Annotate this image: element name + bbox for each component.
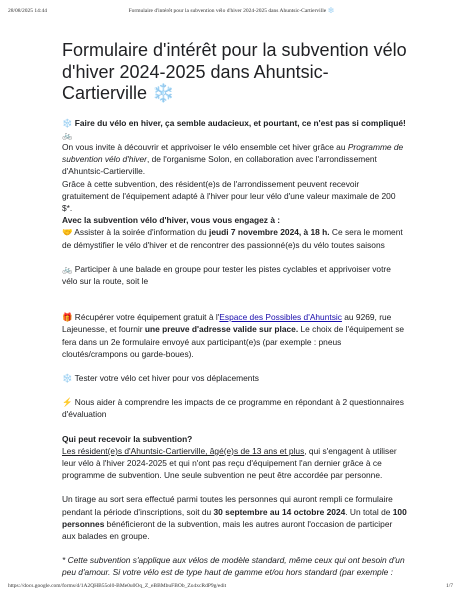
spacer	[62, 542, 407, 554]
list-item-info-session	[62, 226, 407, 250]
footnote	[62, 554, 407, 578]
lightning-icon: ⚡	[62, 397, 73, 408]
text: Tester votre vélo cet hiver pour vos déplacements	[72, 372, 259, 383]
intro-bold: Faire du vélo en hiver, ça semble audacieux, et pourtant, ce n'est pas si compliqué!	[74, 117, 406, 128]
intro-line	[62, 117, 407, 141]
spacer	[62, 421, 407, 433]
text: Récupérer votre équipement gratuit à l'	[72, 312, 220, 323]
list-item-group-ride	[62, 263, 407, 287]
print-url: https://docs.google.com/forms/d/1A2QHB55ol0-BMe0u0Oq_Z_eBBMbuFBOb_Zo4xcRdP9g/edit	[8, 583, 227, 589]
eligibility-heading	[62, 433, 407, 445]
spacer	[62, 360, 407, 372]
eligibility-paragraph	[62, 445, 407, 482]
form-title-text: Formulaire d'intérêt pour la subvention vélo d'hiver 2024-2025 dans Ahuntsic-Cartierville	[62, 40, 407, 103]
paragraph-subsidy: Grâce à cette subvention, des résident(e)s de l'arrondissement peuvent recevoir gratuitement de l'équipement adapté à l'hiver pour leur vélo d'une valeur maximale de 200 $*.	[62, 178, 396, 213]
gift-icon: 🎁	[62, 312, 73, 323]
engage-heading-text: Avec la subvention vélo d'hiver, vous vous engagez à :	[62, 215, 281, 226]
page-number: 1/7	[445, 583, 453, 589]
spacer	[62, 481, 407, 493]
list-item-equipment	[62, 311, 407, 360]
text: Ce sera le moment de démystifier le vélo d'hiver et de rencontrer des passionné(e)s du vélo toutes saisons	[62, 227, 403, 250]
print-footer	[0, 583, 463, 593]
date-bold: jeudi 7 novembre 2024, à 18 h.	[209, 227, 330, 238]
text: On vous invite à découvrir et apprivoiser le vélo ensemble cet hiver grâce au	[62, 141, 348, 152]
form-description	[62, 40, 407, 579]
text: . Un total de	[345, 506, 393, 517]
snowflake-icon: ❄️	[62, 372, 73, 383]
program-name: Programme de subvention vélo d'hiver	[62, 141, 404, 165]
handshake-icon: 🤝	[62, 227, 73, 238]
draw-paragraph	[62, 493, 407, 542]
spacer	[62, 287, 407, 299]
text: Un tirage au sort sera effectué parmi toutes les personnes qui auront rempli ce formulaire pendant la période d'inscriptions, soit du	[62, 494, 393, 517]
footnote-text: * Cette subvention s'applique aux vélos de modèle standard, même ceux qui ont besoin d'un peu d'amour. Si votre vélo est de type haut de gamme et/ou hors standard (par exemple :	[62, 555, 405, 578]
spacer	[62, 299, 407, 311]
espace-possibles-link[interactable]: Espace des Possibles d'Ahuntsic	[219, 312, 342, 323]
list-item-test-bike	[62, 372, 407, 384]
text: Nous aider à comprendre les impacts de ce programme en répondant à 2 questionnaires d'évaluation	[62, 397, 404, 420]
bicycle-icon: 🚲	[62, 129, 73, 140]
text: Le choix de l'équipement se fera dans un 2e formulaire envoyé aux participant(e)s (par exemple : pneus cloutés/crampons ou garde-boues).	[62, 324, 405, 359]
bicycle-icon: 🚲	[62, 263, 73, 274]
list-item-evaluation	[62, 396, 407, 420]
print-datetime: 28/08/2025 14:44	[8, 8, 47, 14]
text: Participer à une balade en groupe pour tester les pistes cyclables et apprivoiser votre vélo sur la route, soit le	[62, 263, 391, 286]
eligibility-underlined: Les résident(e)s d'Ahuntsic-Cartierville, âgé(e)s de 13 ans et plus	[62, 445, 305, 456]
eligibility-heading-text: Qui peut recevoir la subvention?	[62, 433, 193, 444]
paragraph-invite	[62, 141, 407, 178]
text: , de l'organisme Solon, en collaboration avec l'arrondissement d'Ahuntsic-Cartierville.	[62, 154, 377, 177]
snowflake-icon: ❄️	[152, 83, 175, 103]
spacer	[62, 384, 407, 396]
engage-heading	[62, 214, 407, 226]
form-title	[62, 40, 407, 105]
dates-bold: 30 septembre au 14 octobre 2024	[213, 506, 346, 517]
count-bold: 100 personnes	[62, 506, 407, 529]
proof-bold: une preuve d'adresse valide sur place.	[144, 324, 299, 335]
snowflake-icon: ❄️	[62, 117, 73, 128]
print-tab-title: Formulaire d'intérêt pour la subvention vélo d'hiver 2024-2025 dans Ahuntsic-Cartierville ❄️	[128, 8, 335, 14]
text: au 9269, rue Lajeunesse, et fournir	[62, 312, 392, 335]
print-header	[0, 8, 463, 18]
text: bénéficieront de la subvention, mais les autres auront l'occasion de participer aux balades en groupe.	[62, 518, 393, 541]
text: , qui s'engagent à utiliser leur vélo à l'hiver 2024-2025 et qui n'ont pas reçu d'équipement l'an dernier grâce à ce programme de subvention. Une seule subvention ne peut être accordée par personne.	[62, 445, 397, 481]
spacer	[62, 251, 407, 263]
text: Assister à la soirée d'information du	[72, 227, 210, 238]
